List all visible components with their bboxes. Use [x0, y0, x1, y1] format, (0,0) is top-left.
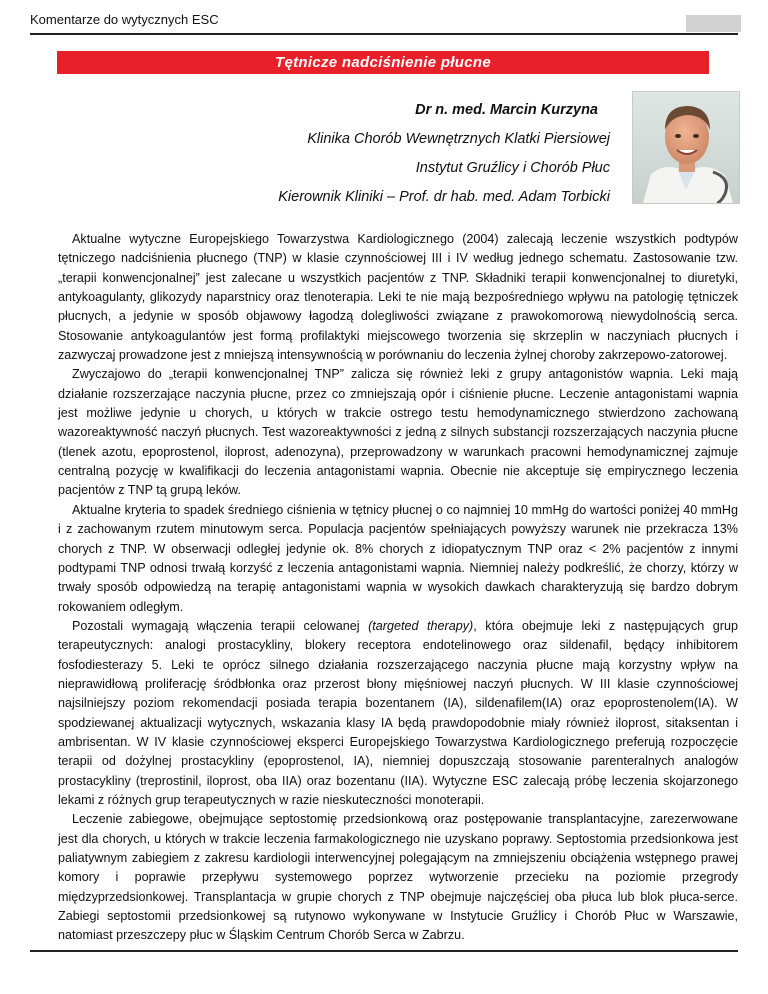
paragraph-targeted-therapy [58, 617, 738, 810]
targeted-therapy-text: , która obejmuje leki z następujących grup terapeutycznych: analogi prostacykliny, blokery receptora endotelinowego oraz sildenafil, będący inhibitorem fosfodiesterazy 5. Leki te oprócz silnego działania rozszerzającego naczynia płucne mają korzystny wpływ na nieprawidłową proliferację śródbłonka oraz przerost błony mięśniowej naczyń płucnych. W III klasie czynnościowej najsilniejszy poziom rekomendacji posiada terapia bozentanem (IA), sildenafilem(IA) oraz epoprostenolem(IA). W spodziewanej aktualizacji wytycznych, wskazania klasy IA będą prawdopodobnie miały również iloprost, sitaksentan i ambrisentan. W IV klasie czynnościowej eksperci Europejskiego Towarzystwa Kardiologicznego preferują rozpoczęcie terapii od dożylnej prostacykliny (epoprostenol, IA), niemniej dopuszczają stosowanie parenteralnych analogów prostacykliny (treprostinil, iloprost, oba IIA) oraz bozentanu (IIA). Wytyczne ESC zalecają próbę leczenia skojarzonego lekami z różnych grup terapeutycznych w razie nieskuteczności monoterapii. [58, 618, 739, 807]
header-rule [30, 33, 738, 35]
author-affiliation-clinic: Klinika Chorób Wewnętrznych Klatki Piersiowej [307, 131, 610, 147]
author-block [278, 96, 610, 212]
paragraph-interventional-treatment: Leczenie zabiegowe, obejmujące septostomię przedsionkową oraz postępowanie transplantacyjne, zarezerwowane jest dla chorych, u których w trakcie leczenia farmakologicznego nie uzyskano poprawy. Septostomia przedsionkowa jest paliatywnym zabiegiem z zakresu kardiologii interwencyjnej polegającym na zmniejszeniu obciążenia wstępnego prawej komory i poprawie przepływu systemowego poprzez wytworzenie przecieku na poziomie przegrody międzyprzedsionkowej. Transplantacja w grupie chorych z TNP obejmuje najczęściej oba płuca lub blok płuca-serce. Zabiegi septostomii przedsionkowej są rutynowo wykonywane w Instytucie Gruźlicy i Chorób Płuc w Warszawie, natomiast przeszczepy płuc w Śląskim Centrum Chorób Serca w Zabrzu. [58, 812, 738, 943]
targeted-therapy-intro: Pozostali wymagają włączenia terapii celowanej [72, 618, 369, 633]
header-page-tab [686, 15, 741, 32]
article-body [58, 230, 738, 946]
paragraph-response-criteria: Aktualne kryteria to spadek średniego ciśnienia w tętnicy płucnej o co najmniej 10 mmHg do wartości poniżej 40 mmHg i z zachowanym rzutem minutowym serca. Populacja pacjentów spełniających powyższy warunek nie przekracza 13% chorych z TNP. W obserwacji odległej jedynie ok. 8% chorych z idiopatycznym TNP oraz < 2% pacjentów z innymi podtypami TNP odnosi trwałą korzyść z leczenia antagonistami wapnia. Niemniej należy podkreślić, że chorzy, którzy w trwały sposób odpowiedzą na terapię antagonistami wapnia w wysokich dawkach charakteryzują się bardzo dobrym rokowaniem odległym. [58, 502, 738, 614]
footer-rule [30, 950, 738, 952]
running-header: Komentarze do wytycznych ESC [30, 12, 219, 27]
paragraph-calcium-antagonists: Zwyczajowo do „terapii konwencjonalnej TNP” zalicza się również leki z grupy antagonistów wapnia. Leki mają działanie rozszerzające naczynia płucne, przez co zmniejszają opór i ciśnienie płucne. Leczenie antagonistami wapnia jest możliwe jedynie u chorych, u których w trakcie ostrego testu hemodynamicznego stwierdzono zachowaną wazoreaktywność naczyń płucnych. Test wazoreaktywności z jedną z silnych substancji rozszerzających naczynia płucne (tlenek azotu, epoprostenol, iloprost, adenozyna), przeprowadzony w warunkach pracowni hemodynamicznej zajmuje centralną pozycję w kwalifikacji do leczenia antagonistami wapnia. Obecnie nie akceptuje się empirycznego leczenia pacjentów z TNP tą grupą leków. [58, 367, 738, 498]
targeted-therapy-term: (targeted therapy) [368, 618, 474, 633]
article-title: Tętnicze nadciśnienie płucne [57, 51, 709, 74]
author-name: Dr n. med. Marcin Kurzyna [415, 102, 598, 118]
author-affiliation-head: Kierownik Kliniki – Prof. dr hab. med. Adam Torbicki [278, 189, 610, 205]
author-photo [632, 91, 740, 204]
author-affiliation-institute: Instytut Gruźlicy i Chorób Płuc [415, 160, 610, 176]
paragraph-conventional-therapy: Aktualne wytyczne Europejskiego Towarzystwa Kardiologicznego (2004) zalecają leczenie wszystkich podtypów tętniczego nadciśnienia płucnego (TNP) w klasie czynnościowej III i IV według jednego schematu. Zastosowanie tzw. „terapii konwencjonalnej” jest zalecane u wszystkich pacjentów z TNP. Składniki terapii konwencjonalnej to diuretyki, antykoagulanty, glikozydy naparstnicy oraz tlenoterapia. Leki te nie mają bezpośredniego wpływu na patologię tętniczek płucnych, a jedynie w sposób objawowy łagodzą dolegliwości związane z prawokomorową niewydolnością serca. Stosowanie antykoagulantów jest formą profilaktyki miejscowego tworzenia się skrzeplin w naczyniach płucnych i zazwyczaj prowadzone jest z mniejszą intensywnością w porównaniu do leczenia żylnej choroby zakrzepowo-zatorowej. [58, 232, 738, 363]
